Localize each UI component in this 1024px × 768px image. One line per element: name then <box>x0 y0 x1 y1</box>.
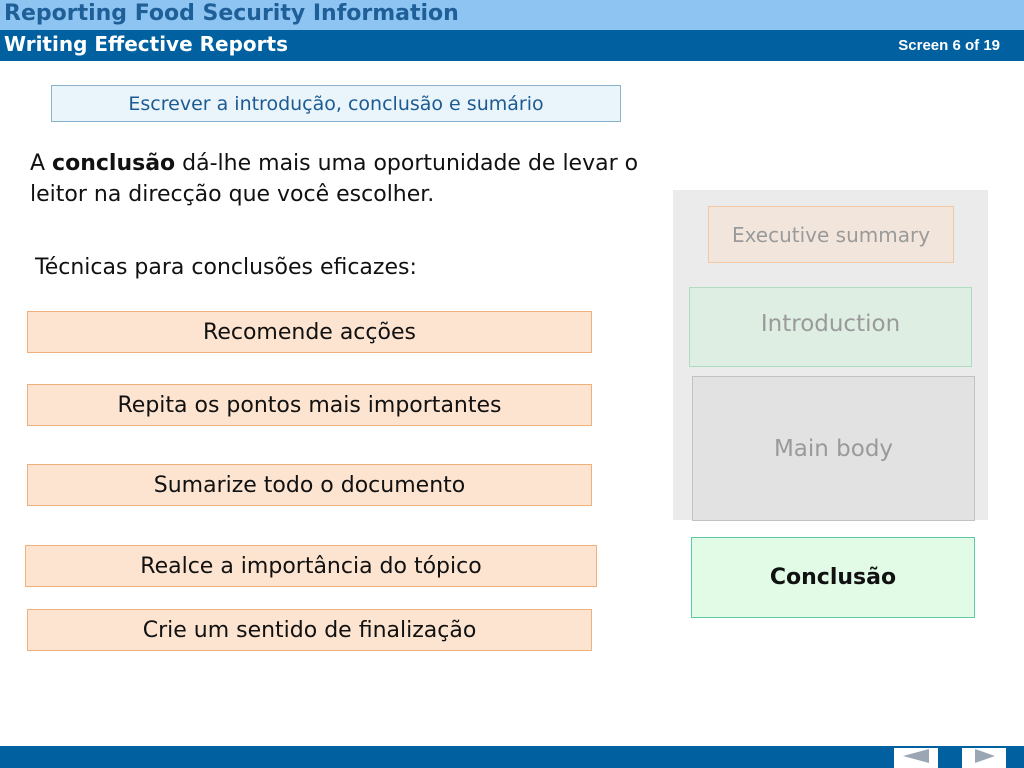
executive-summary-block: Executive summary <box>708 206 954 263</box>
technique-item[interactable]: Sumarize todo o documento <box>27 464 592 506</box>
course-title-bar <box>0 0 1024 30</box>
intro-prefix: A <box>30 151 53 176</box>
main-body-block: Main body <box>692 376 975 521</box>
intro-bold-word: conclusão <box>52 151 176 176</box>
technique-item[interactable]: Recomende acções <box>27 311 592 353</box>
previous-screen-button[interactable] <box>894 748 938 768</box>
course-title: Reporting Food Security Information <box>4 1 459 26</box>
conclusion-intro-paragraph <box>30 148 660 210</box>
triangle-right-icon <box>967 748 1001 768</box>
module-title-bar <box>0 30 1024 61</box>
technique-item[interactable]: Realce a importância do tópico <box>25 545 597 587</box>
next-screen-button[interactable] <box>962 748 1006 768</box>
technique-item[interactable]: Crie um sentido de finalização <box>27 609 592 651</box>
screen-counter: Screen 6 of 19 <box>898 37 1000 54</box>
section-title: Escrever a introdução, conclusão e sumário <box>51 85 621 122</box>
footer-bar <box>0 746 1024 768</box>
conclusion-block: Conclusão <box>691 537 975 618</box>
module-title: Writing Effective Reports <box>4 32 288 56</box>
techniques-heading: Técnicas para conclusões eficazes: <box>35 255 417 280</box>
triangle-left-icon <box>899 748 933 768</box>
technique-item[interactable]: Repita os pontos mais importantes <box>27 384 592 426</box>
introduction-block: Introduction <box>689 287 972 367</box>
intro-rest: dá-lhe mais uma oportunidade de levar o leitor na direcção que você escolher. <box>30 151 639 207</box>
